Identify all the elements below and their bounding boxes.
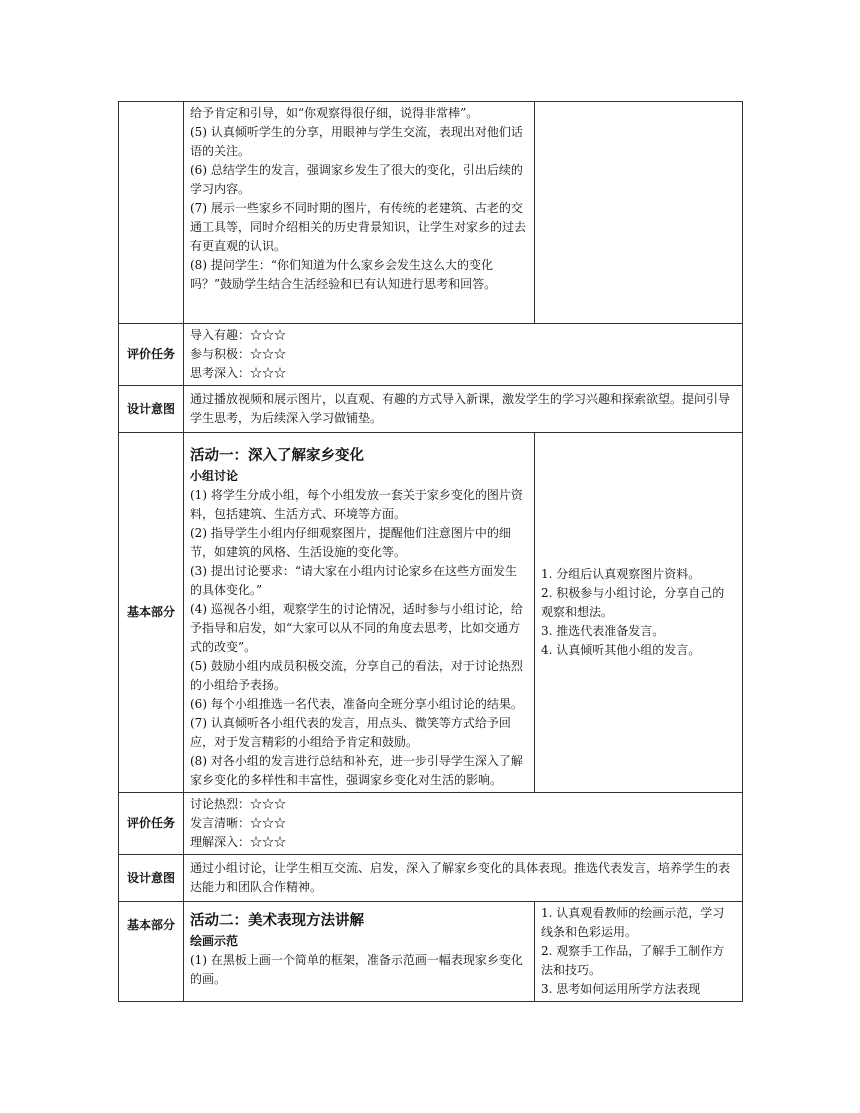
table-row: [119, 386, 743, 433]
design-text: 通过播放视频和展示图片，以直观、有趣的方式导入新课，激发学生的学习兴趣和探索欲望。提问引导学生思考，为后续深入学习做铺垫。: [190, 392, 731, 425]
eval-item: 导入有趣：☆☆☆: [190, 328, 287, 342]
paragraph: (8) 对各小组的发言进行总结和补充，进一步引导学生深入了解家乡变化的多样性和丰富性，强调家乡变化对生活的影响。: [190, 754, 523, 787]
design-cell: [184, 855, 743, 902]
paragraph: (1) 在黑板上画一个简单的框架，准备示范画一幅表现家乡变化的画。: [190, 953, 523, 986]
student-activity-cell: [535, 433, 743, 793]
table-row: [119, 102, 743, 324]
paragraph: (3) 提出讨论要求：“请大家在小组内讨论家乡在这些方面发生的具体变化。”: [190, 564, 517, 597]
lesson-plan-table: [118, 101, 743, 1002]
activity-title: 活动二：美术表现方法讲解: [190, 913, 364, 929]
row-label-empty: [119, 102, 184, 324]
teacher-activity-cell: [184, 102, 535, 324]
eval-item: 发言清晰：☆☆☆: [190, 816, 287, 830]
paragraph: (6) 总结学生的发言，强调家乡发生了很大的变化，引出后续的学习内容。: [190, 163, 523, 196]
design-label: 设计意图: [119, 855, 184, 902]
design-cell: [184, 386, 743, 433]
student-item: 2. 积极参与小组讨论，分享自己的观察和想法。: [541, 586, 725, 619]
paragraph: (5) 认真倾听学生的分享，用眼神与学生交流，表现出对他们话语的关注。: [190, 125, 523, 158]
eval-item: 讨论热烈：☆☆☆: [190, 797, 287, 811]
student-item: 4. 认真倾听其他小组的发言。: [541, 643, 701, 657]
activity-subtitle: 绘画示范: [190, 934, 239, 948]
table-row: [119, 433, 743, 793]
eval-cell: [184, 324, 743, 386]
student-item: 3. 推选代表准备发言。: [541, 624, 665, 638]
student-activity-cell: [535, 102, 743, 324]
paragraph: (7) 展示一些家乡不同时期的图片，有传统的老建筑、古老的交通工具等，同时介绍相关的历史背景知识，让学生对家乡的过去有更直观的认识。: [190, 201, 527, 253]
teacher-activity-cell: [184, 902, 535, 1002]
student-item: 1. 分组后认真观察图片资料。: [541, 567, 701, 581]
teacher-activity-cell: [184, 433, 535, 793]
eval-item: 理解深入：☆☆☆: [190, 835, 287, 849]
student-activity-cell: [535, 902, 743, 1002]
design-label: 设计意图: [119, 386, 184, 433]
table-row: [119, 855, 743, 902]
paragraph: (1) 将学生分成小组，每个小组发放一套关于家乡变化的图片资料，包括建筑、生活方式、环境等方面。: [190, 488, 523, 521]
paragraph: (8) 提问学生：“你们知道为什么家乡会发生这么大的变化吗？”鼓励学生结合生活经验和已有认知进行思考和回答。: [190, 258, 497, 291]
design-text: 通过小组讨论，让学生相互交流、启发，深入了解家乡变化的具体表现。推选代表发言，培养学生的表达能力和团队合作精神。: [190, 861, 731, 894]
table-row: [119, 793, 743, 855]
table-row: [119, 902, 743, 1002]
eval-cell: [184, 793, 743, 855]
eval-item: 参与积极：☆☆☆: [190, 347, 287, 361]
student-item: 2. 观察手工作品，了解手工制作方法和技巧。: [541, 944, 725, 977]
basic-label: 基本部分: [119, 433, 184, 793]
eval-label: 评价任务: [119, 324, 184, 386]
paragraph: (2) 指导学生小组内仔细观察图片，提醒他们注意图片中的细节，如建筑的风格、生活设施的变化等。: [190, 526, 511, 559]
paragraph: (7) 认真倾听各小组代表的发言，用点头、微笑等方式给予回应，对于发言精彩的小组给予肯定和鼓励。: [190, 716, 511, 749]
paragraph: (5) 鼓励小组内成员积极交流，分享自己的看法，对于讨论热烈的小组给予表扬。: [190, 659, 523, 692]
paragraph: 给予肯定和引导，如“你观察得很仔细，说得非常棒”。: [190, 106, 479, 120]
student-item: 1. 认真观看教师的绘画示范，学习线条和色彩运用。: [541, 906, 725, 939]
paragraph: (6) 每个小组推选一名代表，准备向全班分享小组讨论的结果。: [190, 697, 523, 711]
activity-subtitle: 小组讨论: [190, 469, 239, 483]
activity-title: 活动一：深入了解家乡变化: [190, 448, 364, 464]
paragraph: (4) 巡视各小组，观察学生的讨论情况，适时参与小组讨论，给予指导和启发，如“大家可以从不同的角度去思考，比如交通方式的改变”。: [190, 602, 523, 654]
student-item: 3. 思考如何运用所学方法表现: [541, 982, 701, 996]
eval-item: 思考深入：☆☆☆: [190, 366, 287, 380]
table-row: [119, 324, 743, 386]
eval-label: 评价任务: [119, 793, 184, 855]
basic-label: 基本部分: [119, 902, 184, 1002]
